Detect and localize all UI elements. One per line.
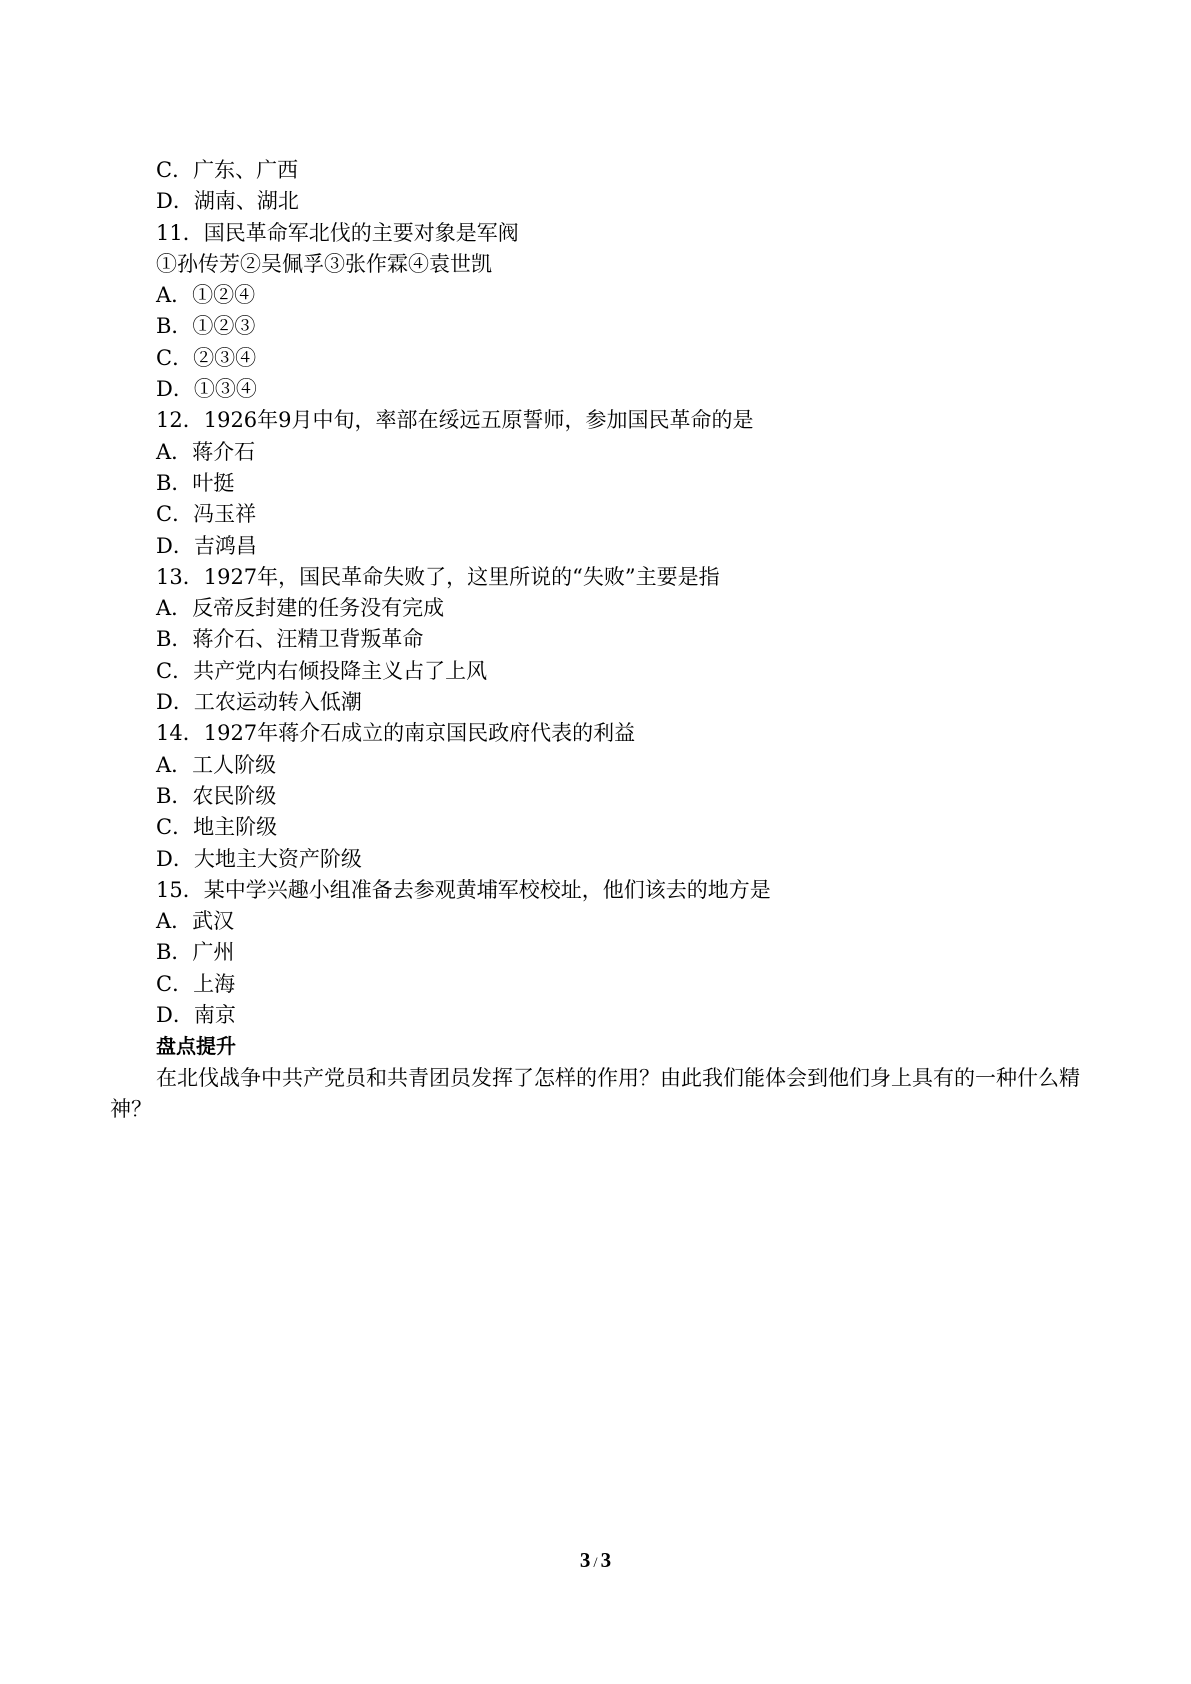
section-paragraph: 在北伐战争中共产党员和共青团员发挥了怎样的作用？由此我们能体会到他们身上具有的一种什么精神？: [110, 1065, 1080, 1121]
text-line: C．广东、广西: [156, 158, 299, 182]
document-body: [110, 155, 1090, 1125]
page-current: 3: [579, 1548, 591, 1572]
option-line: B．广州: [156, 940, 235, 965]
section-heading: 盘点提升: [156, 1034, 236, 1059]
option-line: B．叶挺: [156, 470, 235, 495]
option-line: A．反帝反封建的任务没有完成: [156, 596, 445, 621]
question-stem: 15．某中学兴趣小组准备去参观黄埔军校校址，他们该去的地方是: [156, 877, 771, 902]
page-separator: /: [593, 1555, 598, 1571]
option-line: D．吉鸿昌: [156, 533, 257, 558]
option-line: C．地主阶级: [156, 815, 278, 840]
question-stem: ①孙传芳②吴佩孚③张作霖④袁世凯: [156, 251, 492, 276]
question-stem: 13．1927年，国民革命失败了，这里所说的“失败”主要是指: [156, 564, 720, 589]
question-stem: 14．1927年蒋介石成立的南京国民政府代表的利益: [156, 721, 636, 746]
option-line: D．工农运动转入低潮: [156, 690, 362, 715]
option-line: C．上海: [156, 971, 236, 996]
option-line: D．①③④: [156, 377, 257, 402]
option-line: A．武汉: [156, 909, 235, 934]
option-line: B．①②③: [156, 314, 256, 339]
option-line: B．农民阶级: [156, 783, 277, 808]
option-line: C．②③④: [156, 345, 257, 370]
option-line: D．南京: [156, 1003, 236, 1028]
page-number: [0, 1548, 1191, 1573]
option-line: A．①②④: [156, 283, 256, 308]
option-line: C．共产党内右倾投降主义占了上风: [156, 658, 488, 683]
page-total: 3: [600, 1548, 612, 1572]
question-stem: 11．国民革命军北伐的主要对象是军阀: [156, 220, 519, 245]
text-line: D．湖南、湖北: [156, 189, 299, 214]
option-line: C．冯玉祥: [156, 502, 257, 527]
option-line: A．工人阶级: [156, 752, 277, 777]
option-line: B．蒋介石、汪精卫背叛革命: [156, 627, 424, 652]
option-line: A．蒋介石: [156, 439, 256, 464]
option-line: D．大地主大资产阶级: [156, 846, 362, 871]
question-stem: 12．1926年9月中旬，率部在绥远五原誓师，参加国民革命的是: [156, 408, 754, 433]
